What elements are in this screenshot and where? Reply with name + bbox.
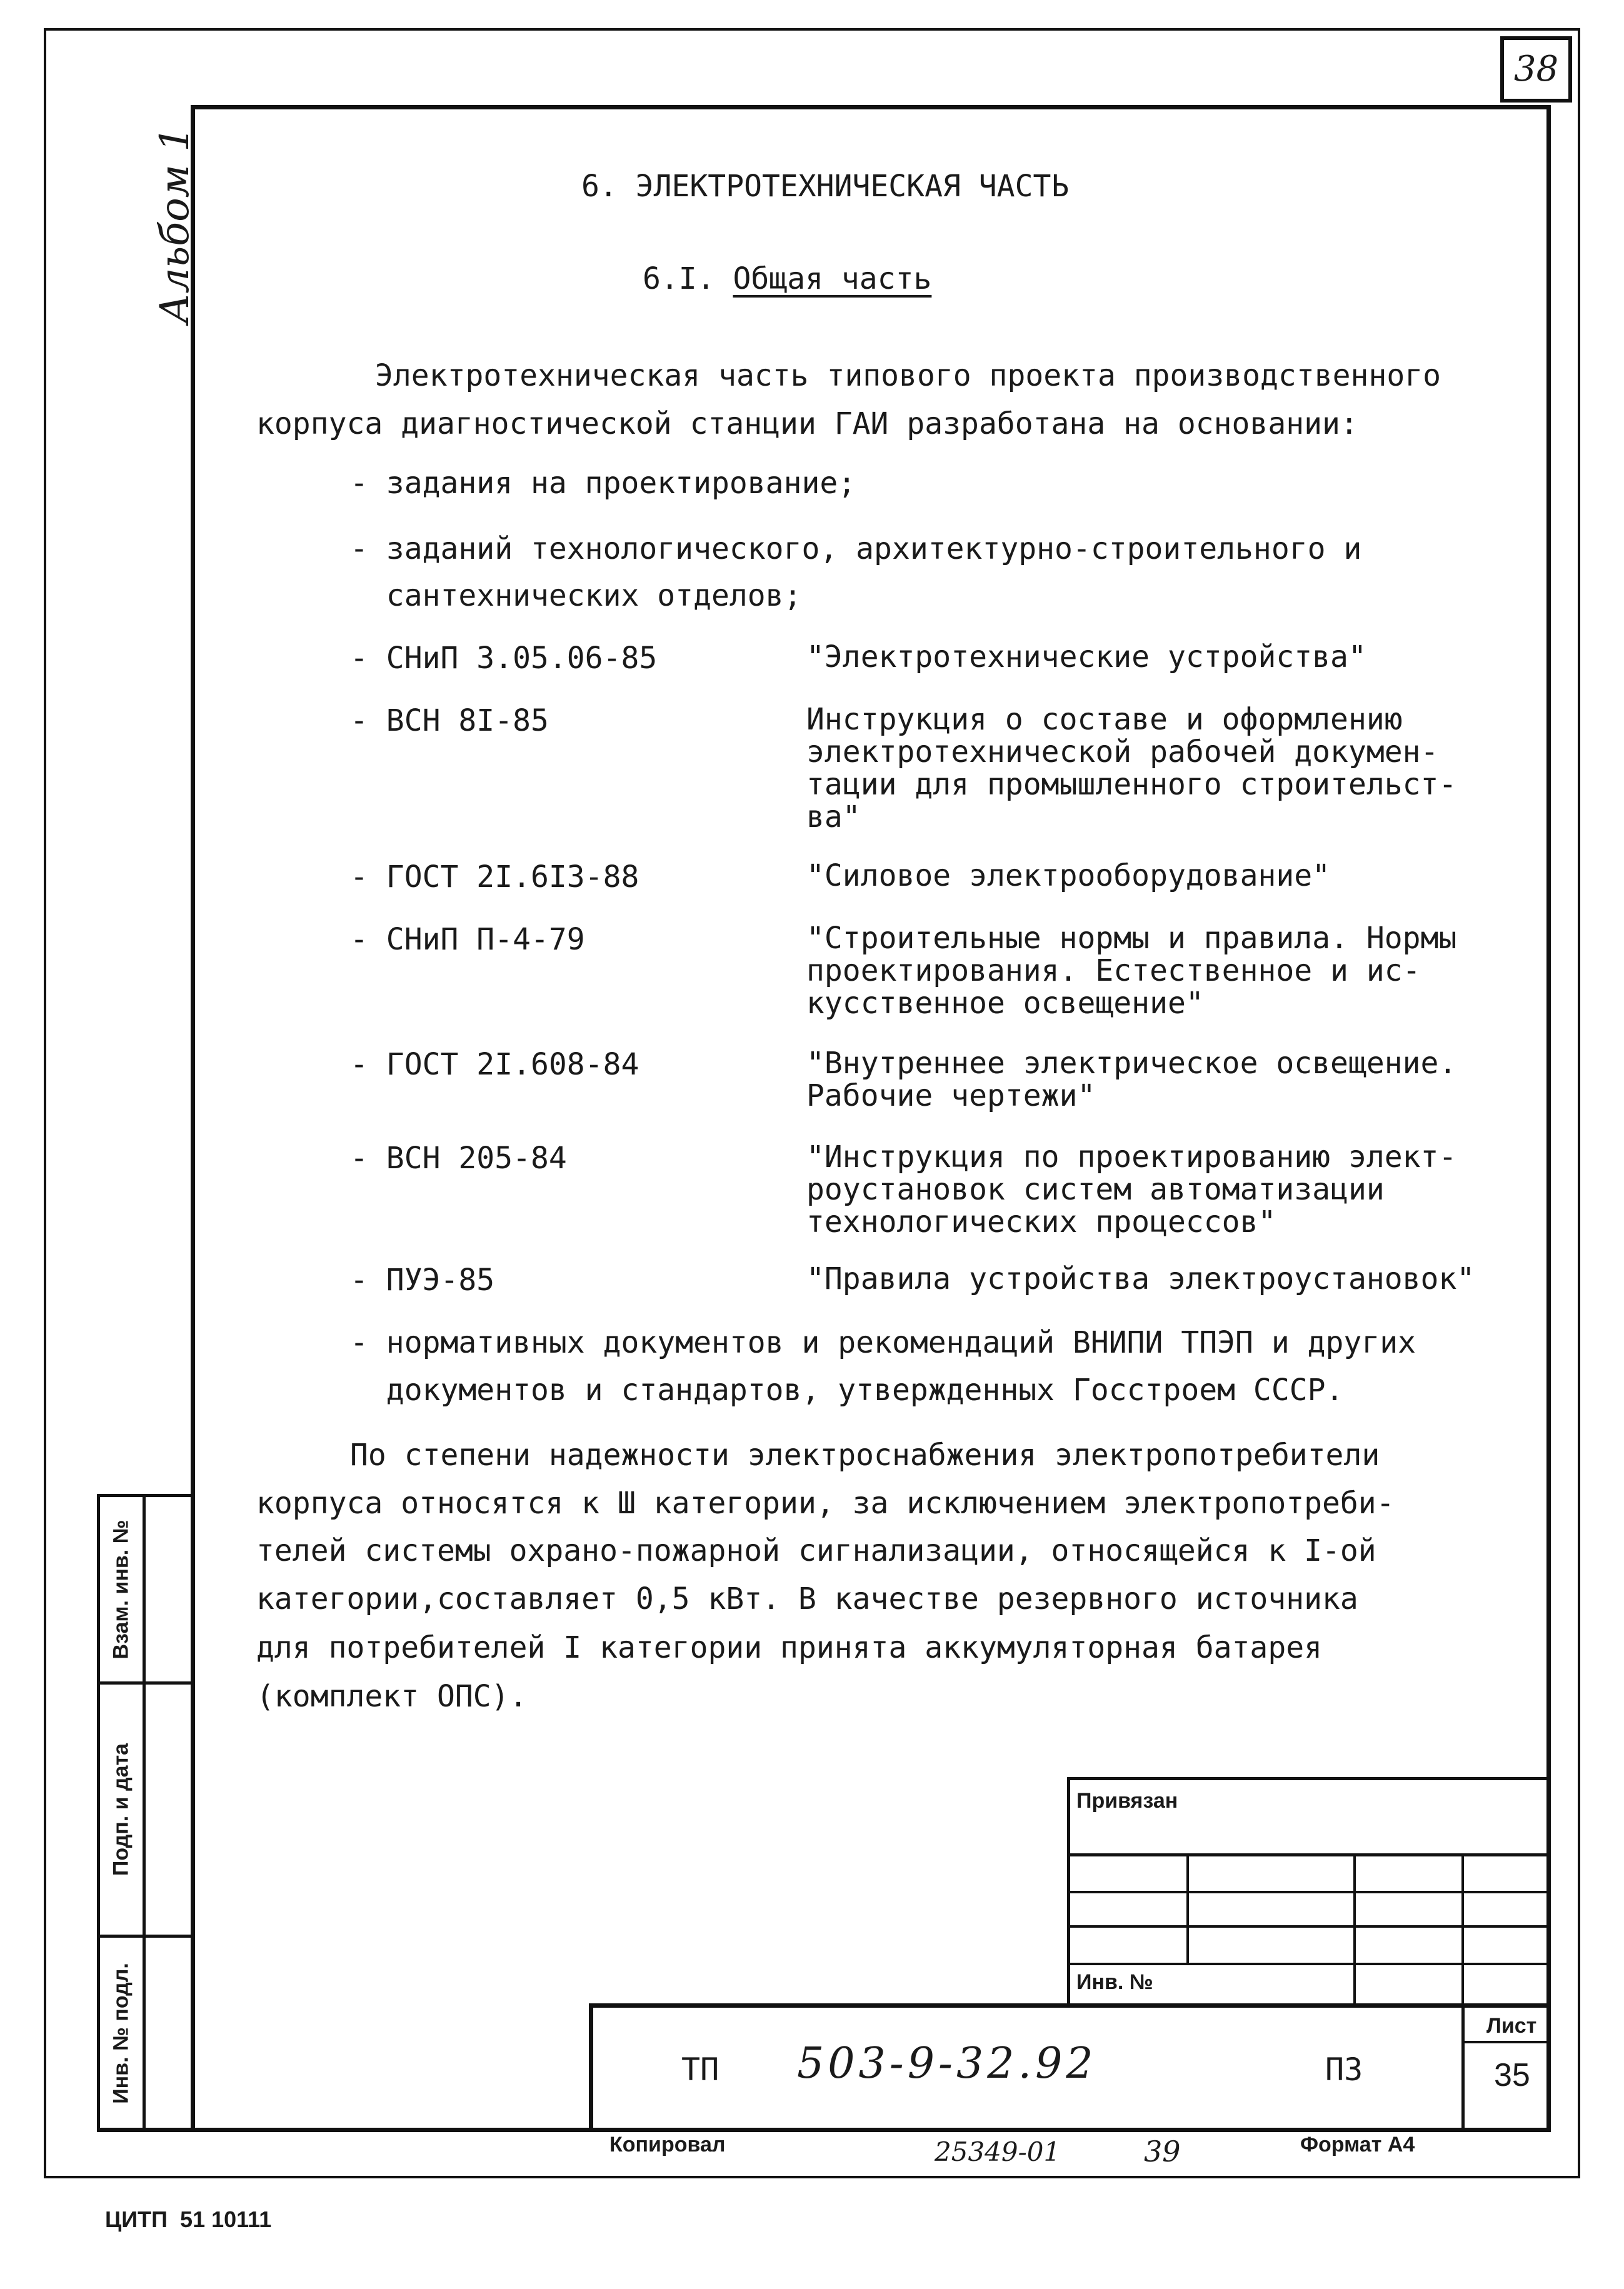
copy-page-number: 39 (1144, 2135, 1181, 2168)
intro-line-2: корпуса диагностической станции ГАИ разработана на основании: (256, 406, 1358, 441)
paragraph2-line-1: По степени надежности электроснабжения электропотребители (350, 1438, 1380, 1473)
paragraph2-line-6: (комплект ОПС). (256, 1679, 528, 1714)
side-stamp-divider-v (143, 1494, 146, 2131)
doc-type: ПЗ (1325, 2051, 1363, 2088)
reference-code: - ВСН 8I-85 (350, 703, 549, 738)
privyazan-row-line-3 (1067, 1925, 1551, 1928)
album-label: Альбом 1 (152, 126, 198, 324)
list-box-left (1461, 2003, 1465, 2131)
reference-desc: "Строительные нормы и правила. Нормы проектирования. Естественное и ис- кусственное освещение" (806, 921, 1457, 1021)
page-number-box (1500, 36, 1572, 103)
subsection-title: Общая часть (733, 261, 932, 296)
album-label-wrap (152, 125, 198, 325)
side-label-podp-wrap (100, 1685, 143, 1935)
main-stamp-top (589, 2003, 1551, 2008)
privyazan-row-line-4 (1067, 1963, 1551, 1965)
reference-code: - ГОСТ 2I.608-84 (350, 1047, 639, 1082)
kopiroval-label: Копировал (609, 2133, 726, 2156)
format-label: Формат А4 (1300, 2133, 1415, 2156)
bullet-2-line-1: - заданий технологического, архитектурно-строительного и (350, 531, 1362, 566)
paragraph2-line-5: для потребителей I категории принята аккумуляторная батарея (256, 1630, 1323, 1665)
outer-border-left (44, 28, 46, 2178)
inner-border-top (191, 105, 1550, 109)
reference-code: - СНиП П-4-79 (350, 922, 585, 957)
inv-no-label: Инв. № (1076, 1970, 1153, 1994)
bullet-last-line-1: - нормативных документов и рекомендаций ВНИПИ ТПЭП и других (350, 1325, 1416, 1360)
reference-code: - ГОСТ 2I.6I3-88 (350, 859, 639, 894)
reference-desc: Инструкция о составе и оформлению электротехнической рабочей докумен- тации для промышленного строительст- ва" (806, 702, 1457, 834)
subsection-number: 6.I. (643, 261, 715, 296)
bullet-1: - задания на проектирование; (350, 466, 856, 501)
sheet-number: 35 (1494, 2057, 1530, 2093)
list-label: Лист (1486, 2014, 1537, 2038)
reference-desc: "Внутреннее электрическое освещение. Рабочие чертежи" (806, 1046, 1457, 1113)
side-label-podp-data: Подп. и дата (109, 1743, 133, 1876)
privyazan-row-line-2 (1067, 1891, 1551, 1893)
outer-border-top (44, 28, 1580, 31)
paragraph2-line-2: корпуса относятся к Ш категории, за исключением электропотреби- (256, 1486, 1395, 1521)
side-label-inv-podl: Инв. № подл. (109, 1962, 133, 2104)
privyazan-label: Привязан (1076, 1789, 1178, 1813)
reference-desc: "Электротехнические устройства" (806, 639, 1366, 674)
side-label-vzam-inv: Взам. инв. № (109, 1519, 133, 1660)
privyazan-row-line-1 (1067, 1853, 1551, 1856)
inner-border-right (1546, 105, 1551, 2132)
subsection-heading (643, 261, 931, 296)
side-label-vzam-wrap (100, 1497, 143, 1681)
privyazan-box-top (1067, 1777, 1551, 1780)
outer-border-right (1578, 28, 1580, 2178)
reference-desc: "Силовое электрооборудование" (806, 858, 1331, 893)
main-stamp-left (589, 2003, 593, 2131)
intro-line-1: Электротехническая часть типового проекта производственного (375, 358, 1441, 393)
privyazan-col-2 (1353, 1853, 1356, 2005)
section-heading: 6. ЭЛЕКТРОТЕХНИЧЕСКАЯ ЧАСТЬ (581, 169, 1070, 204)
bullet-2-line-2: сантехнических отделов; (350, 578, 802, 613)
list-box-divider (1461, 2041, 1551, 2043)
side-label-inv-wrap (100, 1938, 143, 2128)
reference-code: - СНиП 3.05.06-85 (350, 641, 658, 676)
reference-code: - ВСН 205-84 (350, 1141, 567, 1176)
order-number: 25349-01 (935, 2136, 1061, 2167)
reference-code: - ПУЭ-85 (350, 1263, 495, 1298)
doc-prefix: ТП (681, 2051, 719, 2088)
paragraph2-line-3: телей системы охрано-пожарной сигнализации, относящейся к I-ой (256, 1533, 1376, 1568)
privyazan-col-3 (1461, 1853, 1464, 2005)
bullet-last-line-2: документов и стандартов, утвержденных Госстроем СССР. (350, 1373, 1344, 1408)
doc-number: 503-9-32.92 (797, 2039, 1097, 2088)
outer-border-bottom (44, 2176, 1580, 2178)
reference-desc: "Правила устройства электроустановок" (806, 1261, 1475, 1296)
org-code: ЦИТП 51 10111 (105, 2206, 272, 2232)
privyazan-col-1 (1186, 1853, 1189, 1965)
inner-border-bottom (97, 2128, 1551, 2132)
inner-border-left (191, 105, 195, 2132)
paragraph2-line-4: категории,составляет 0,5 кВт. В качестве резервного источника (256, 1581, 1358, 1616)
page-number: 38 (1513, 49, 1559, 89)
reference-desc: "Инструкция по проектированию элект- роустановок систем автоматизации технологических процессов" (806, 1139, 1457, 1240)
